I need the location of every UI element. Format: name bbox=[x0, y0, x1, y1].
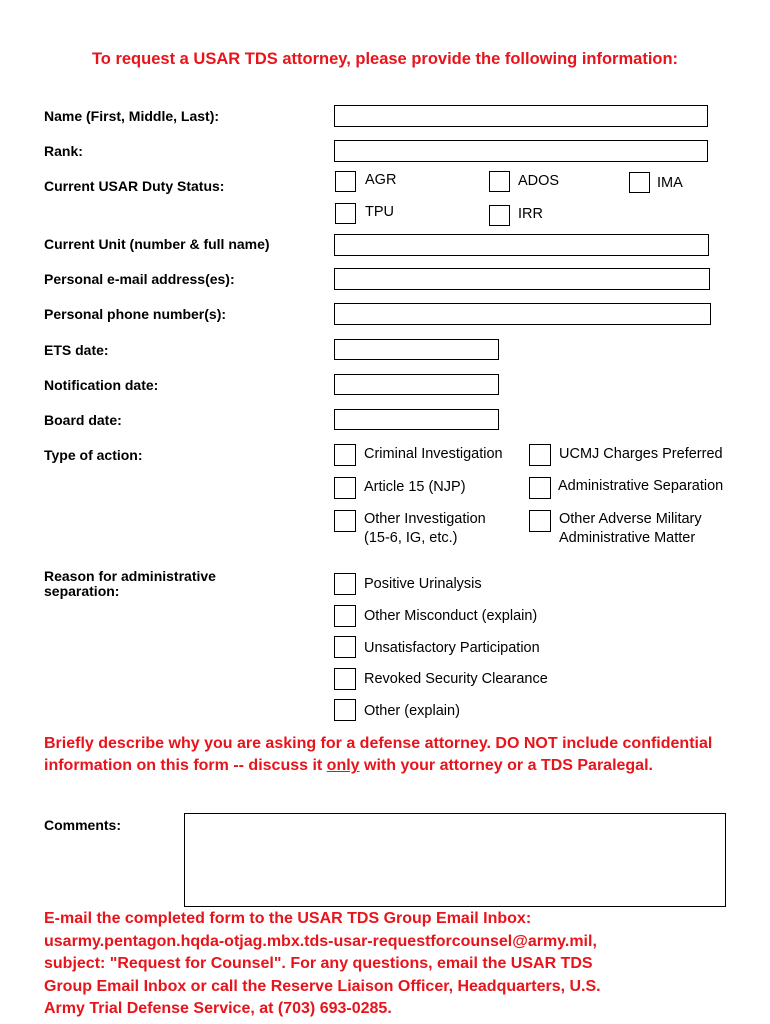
reason-label-line1: Reason for administrative bbox=[44, 568, 216, 584]
reason-label-line2: separation: bbox=[44, 583, 120, 599]
email-field[interactable] bbox=[334, 268, 710, 290]
notification-date-field[interactable] bbox=[334, 374, 499, 395]
positive-urinalysis-checkbox[interactable] bbox=[334, 573, 356, 595]
ima-label: IMA bbox=[657, 175, 683, 191]
reason-option-label: Positive Urinalysis bbox=[364, 576, 482, 592]
confidentiality-warning bbox=[44, 733, 744, 777]
unit-label: Current Unit (number & full name) bbox=[44, 236, 270, 252]
ima-checkbox[interactable] bbox=[629, 172, 650, 193]
unsatisfactory-participation-checkbox[interactable] bbox=[334, 636, 356, 658]
rank-field[interactable] bbox=[334, 140, 708, 162]
footer-line: E-mail the completed form to the USAR TDS Group Email Inbox: bbox=[44, 910, 532, 927]
footer-line: subject: "Request for Counsel". For any questions, email the USAR TDS bbox=[44, 955, 593, 972]
footer-line: Army Trial Defense Service, at (703) 693-0285. bbox=[44, 1000, 392, 1017]
revoked-security-clearance-checkbox[interactable] bbox=[334, 668, 356, 690]
irr-label: IRR bbox=[518, 206, 543, 222]
other-investigation-line2: (15-6, IG, etc.) bbox=[364, 530, 458, 546]
other-misconduct-checkbox[interactable] bbox=[334, 605, 356, 627]
article-15-checkbox[interactable] bbox=[334, 477, 356, 499]
ucmj-charges-label: UCMJ Charges Preferred bbox=[559, 446, 723, 462]
comments-label: Comments: bbox=[44, 817, 122, 833]
other-investigation-label bbox=[364, 510, 486, 548]
reason-option-label: Other Misconduct (explain) bbox=[364, 608, 538, 624]
ets-date-label: ETS date: bbox=[44, 342, 109, 358]
form-title: To request a USAR TDS attorney, please provide the following information: bbox=[91, 50, 679, 68]
unit-field[interactable] bbox=[334, 234, 709, 256]
other-adverse-line1: Other Adverse Military bbox=[559, 511, 702, 527]
ets-date-field[interactable] bbox=[334, 339, 499, 360]
other-adverse-matter-checkbox[interactable] bbox=[529, 510, 551, 532]
ucmj-charges-checkbox[interactable] bbox=[529, 444, 551, 466]
agr-label: AGR bbox=[365, 172, 397, 188]
notification-date-label: Notification date: bbox=[44, 377, 159, 393]
email-label: Personal e-mail address(es): bbox=[44, 271, 235, 287]
phone-field[interactable] bbox=[334, 303, 711, 325]
reason-option-label: Other (explain) bbox=[364, 703, 460, 719]
phone-label: Personal phone number(s): bbox=[44, 306, 227, 322]
criminal-investigation-checkbox[interactable] bbox=[334, 444, 356, 466]
other-adverse-matter-label bbox=[559, 510, 702, 548]
rank-label: Rank: bbox=[44, 143, 83, 159]
reason-option-label: Revoked Security Clearance bbox=[364, 671, 548, 687]
submission-instructions bbox=[44, 908, 744, 1021]
warning-text-2: with your attorney or a TDS Paralegal. bbox=[359, 757, 653, 774]
article-15-label: Article 15 (NJP) bbox=[364, 479, 466, 495]
board-date-field[interactable] bbox=[334, 409, 499, 430]
other-explain-checkbox[interactable] bbox=[334, 699, 356, 721]
comments-textarea[interactable] bbox=[184, 813, 726, 907]
footer-email-address: usarmy.pentagon.hqda-otjag.mbx.tds-usar-requestforcounsel@army.mil, bbox=[44, 932, 597, 950]
tpu-label: TPU bbox=[365, 204, 394, 220]
other-investigation-line1: Other Investigation bbox=[364, 511, 486, 527]
irr-checkbox[interactable] bbox=[489, 205, 510, 226]
administrative-separation-label: Administrative Separation bbox=[558, 478, 724, 494]
tpu-checkbox[interactable] bbox=[335, 203, 356, 224]
warning-text-1: Briefly describe why you are asking for a defense attorney. DO NOT include confidential information on this form -- discuss it bbox=[44, 735, 713, 774]
reason-label bbox=[44, 569, 216, 599]
criminal-investigation-label: Criminal Investigation bbox=[364, 446, 503, 462]
agr-checkbox[interactable] bbox=[335, 171, 356, 192]
duty-status-label: Current USAR Duty Status: bbox=[44, 178, 225, 194]
warning-emphasis: only bbox=[326, 757, 360, 774]
board-date-label: Board date: bbox=[44, 412, 122, 428]
reason-option-label: Unsatisfactory Participation bbox=[364, 640, 540, 656]
name-label: Name (First, Middle, Last): bbox=[44, 108, 220, 124]
ados-label: ADOS bbox=[518, 173, 560, 189]
footer-line: Group Email Inbox or call the Reserve Liaison Officer, Headquarters, U.S. bbox=[44, 977, 601, 995]
action-type-label: Type of action: bbox=[44, 447, 143, 463]
name-field[interactable] bbox=[334, 105, 708, 127]
other-investigation-checkbox[interactable] bbox=[334, 510, 356, 532]
other-adverse-line2: Administrative Matter bbox=[559, 530, 696, 546]
administrative-separation-checkbox[interactable] bbox=[529, 477, 551, 499]
ados-checkbox[interactable] bbox=[489, 171, 510, 192]
